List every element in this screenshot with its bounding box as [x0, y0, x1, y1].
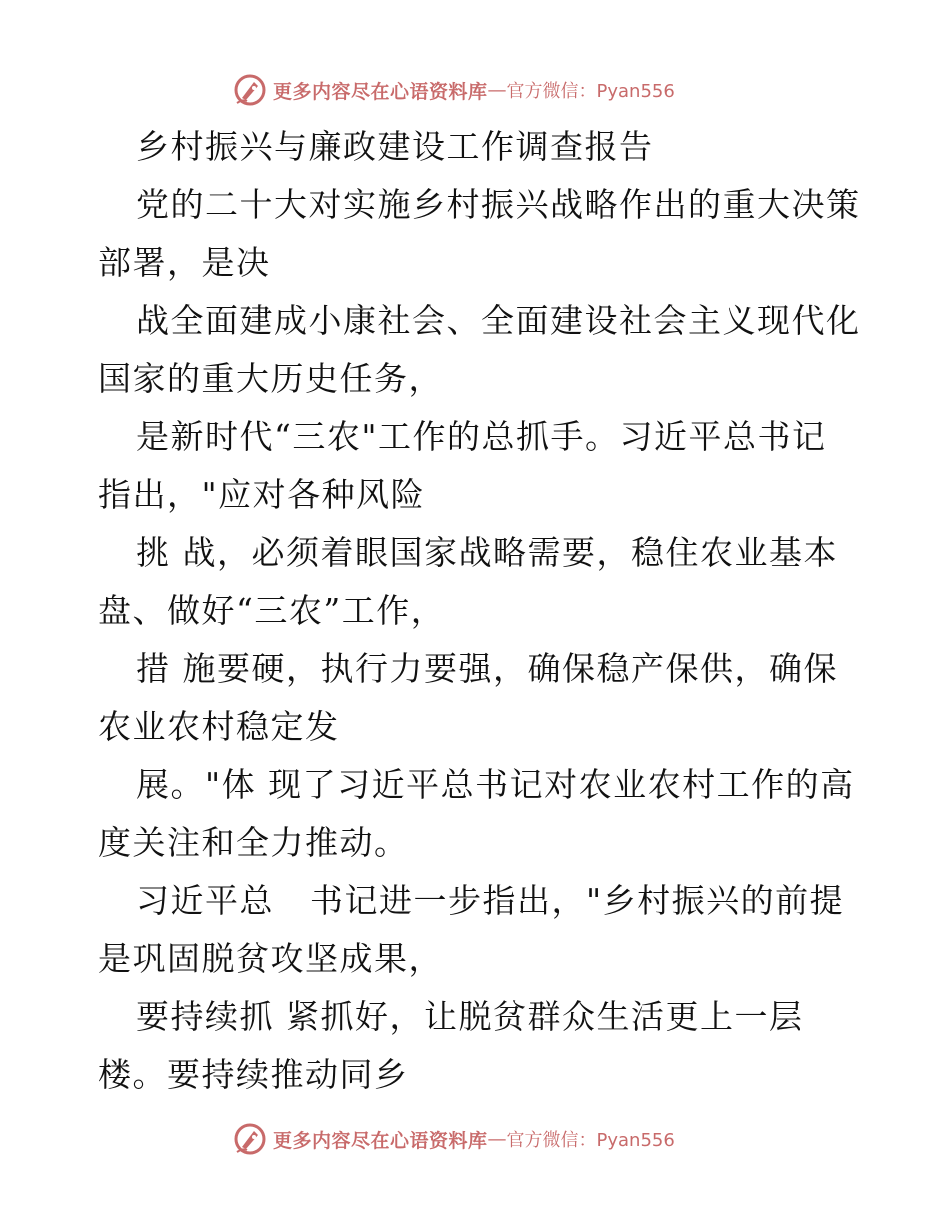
text-line: 挑 战，必须着眼国家战略需要，稳住农业基本 — [136, 533, 838, 572]
text-line: 战全面建成小康社会、全面建设社会主义现代化 — [136, 301, 861, 340]
text-line: 党的二十大对实施乡村振兴战略作出的重大决策 — [136, 185, 861, 224]
document-body — [98, 118, 861, 1104]
text-line: 是新时代“三农"工作的总抓手。习近平总书记 — [136, 417, 827, 456]
watermark-separator: — — [487, 1128, 507, 1150]
text-line: 楼。要持续推动同乡 — [98, 1055, 409, 1094]
watermark-text: 更多内容尽在心语资料库 — [273, 80, 488, 103]
text-line: 措 施要硬，执行力要强，确保稳产保供，确保 — [136, 649, 838, 688]
text-line: 农业农村稳定发 — [98, 707, 340, 746]
pen-nib-logo-icon — [233, 73, 267, 107]
text-line: 部署，是决 — [98, 243, 271, 282]
watermark-wechat: 官方微信：Pyan556 — [506, 81, 675, 102]
text-line: 要持续抓 紧抓好，让脱贫群众生活更上一层 — [136, 997, 804, 1036]
footer-watermark — [233, 1122, 753, 1156]
text-line: 习近平总 书记进一步指出，"乡村振兴的前提 — [136, 881, 845, 920]
watermark-text: 更多内容尽在心语资料库 — [273, 1129, 488, 1152]
watermark-wechat: 官方微信：Pyan556 — [506, 1130, 675, 1151]
watermark-separator: — — [487, 79, 507, 101]
text-line: 盘、做好“三农”工作， — [98, 591, 446, 630]
text-line: 指出，"应对各种风险 — [98, 475, 426, 514]
text-line: 国家的重大历史任务， — [98, 359, 443, 398]
pen-nib-logo-icon — [233, 1122, 267, 1156]
document-title: 乡村振兴与廉政建设工作调查报告 — [136, 127, 654, 166]
text-line: 展。"体 现了习近平总书记对农业农村工作的高 — [136, 765, 855, 804]
text-line: 度关注和全力推动。 — [98, 823, 409, 862]
text-line: 是巩固脱贫攻坚成果， — [98, 939, 443, 978]
header-watermark — [233, 73, 753, 107]
